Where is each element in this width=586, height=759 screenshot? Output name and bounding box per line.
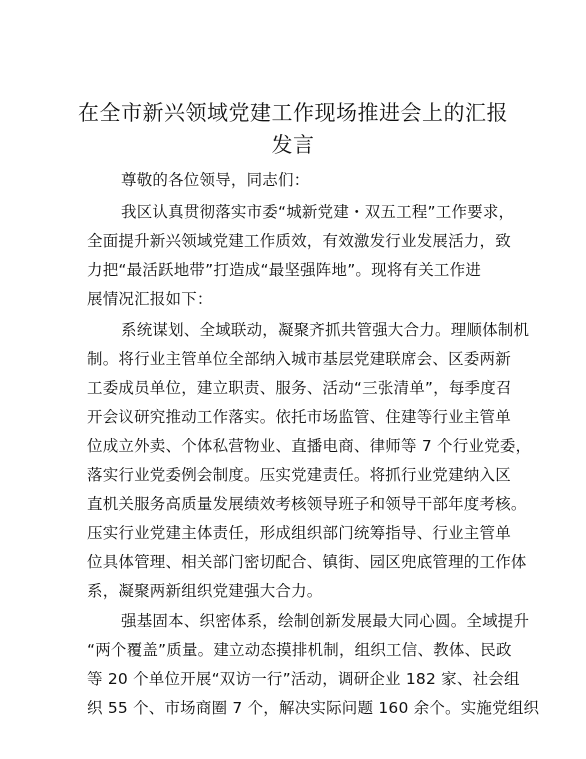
paragraph-3-line: 织 55 个、市场商圈 7 个，解决实际问题 160 余个。实施党组织 (87, 699, 540, 717)
paragraph-3-line: 等 20 个单位开展“双访一行”活动，调研企业 182 家、社会组 (87, 670, 520, 688)
paragraph-2-line: 系，凝聚两新组织党建强大合力。 (87, 582, 323, 600)
paragraph-2-line: 压实行业党建主体责任，形成组织部门统筹指导、行业主管单 (87, 524, 511, 542)
paragraph-2-line: 工委成员单位，建立职责、服务、活动“三张清单”，每季度召 (87, 379, 512, 397)
document-title-line-2: 发言 (271, 133, 315, 157)
document-title-line-1: 在全市新兴领域党建工作现场推进会上的汇报 (78, 101, 508, 125)
paragraph-2-line: 位具体管理、相关部门密切配合、镇街、园区兜底管理的工作体 (87, 553, 527, 571)
paragraph-2-line: 制。将行业主管单位全部纳入城市基层党建联席会、区委两新 (87, 350, 511, 368)
paragraph-1-line: 展情况汇报如下： (87, 290, 213, 308)
salutation: 尊敬的各位领导，同志们： (121, 171, 310, 189)
paragraph-3-line: 强基固本、织密体系，绘制创新发展最大同心圆。全域提升 (121, 612, 530, 630)
paragraph-3-line: “两个覆盖”质量。建立动态摸排机制，组织工信、教体、民政 (87, 641, 512, 659)
paragraph-2-line: 落实行业党委例会制度。压实党建责任。将抓行业党建纳入区 (87, 466, 511, 484)
paragraph-2-line: 系统谋划、全域联动，凝聚齐抓共管强大合力。理顺体制机 (121, 321, 530, 339)
paragraph-2-line: 位成立外卖、个体私营物业、直播电商、律师等 7 个行业党委， (87, 437, 532, 455)
paragraph-1-line: 我区认真贯彻落实市委“城新党建・双五工程”工作要求， (121, 203, 515, 221)
paragraph-1-line: 全面提升新兴领域党建工作质效，有效激发行业发展活力，致 (87, 232, 511, 250)
paragraph-1-line: 力把“最活跃地带”打造成“最坚强阵地”。现将有关工作进 (87, 261, 482, 279)
paragraph-2-line: 直机关服务高质量发展绩效考核领导班子和领导干部年度考核。 (87, 495, 527, 513)
paragraph-2-line: 开会议研究推动工作落实。依托市场监管、住建等行业主管单 (87, 408, 511, 426)
